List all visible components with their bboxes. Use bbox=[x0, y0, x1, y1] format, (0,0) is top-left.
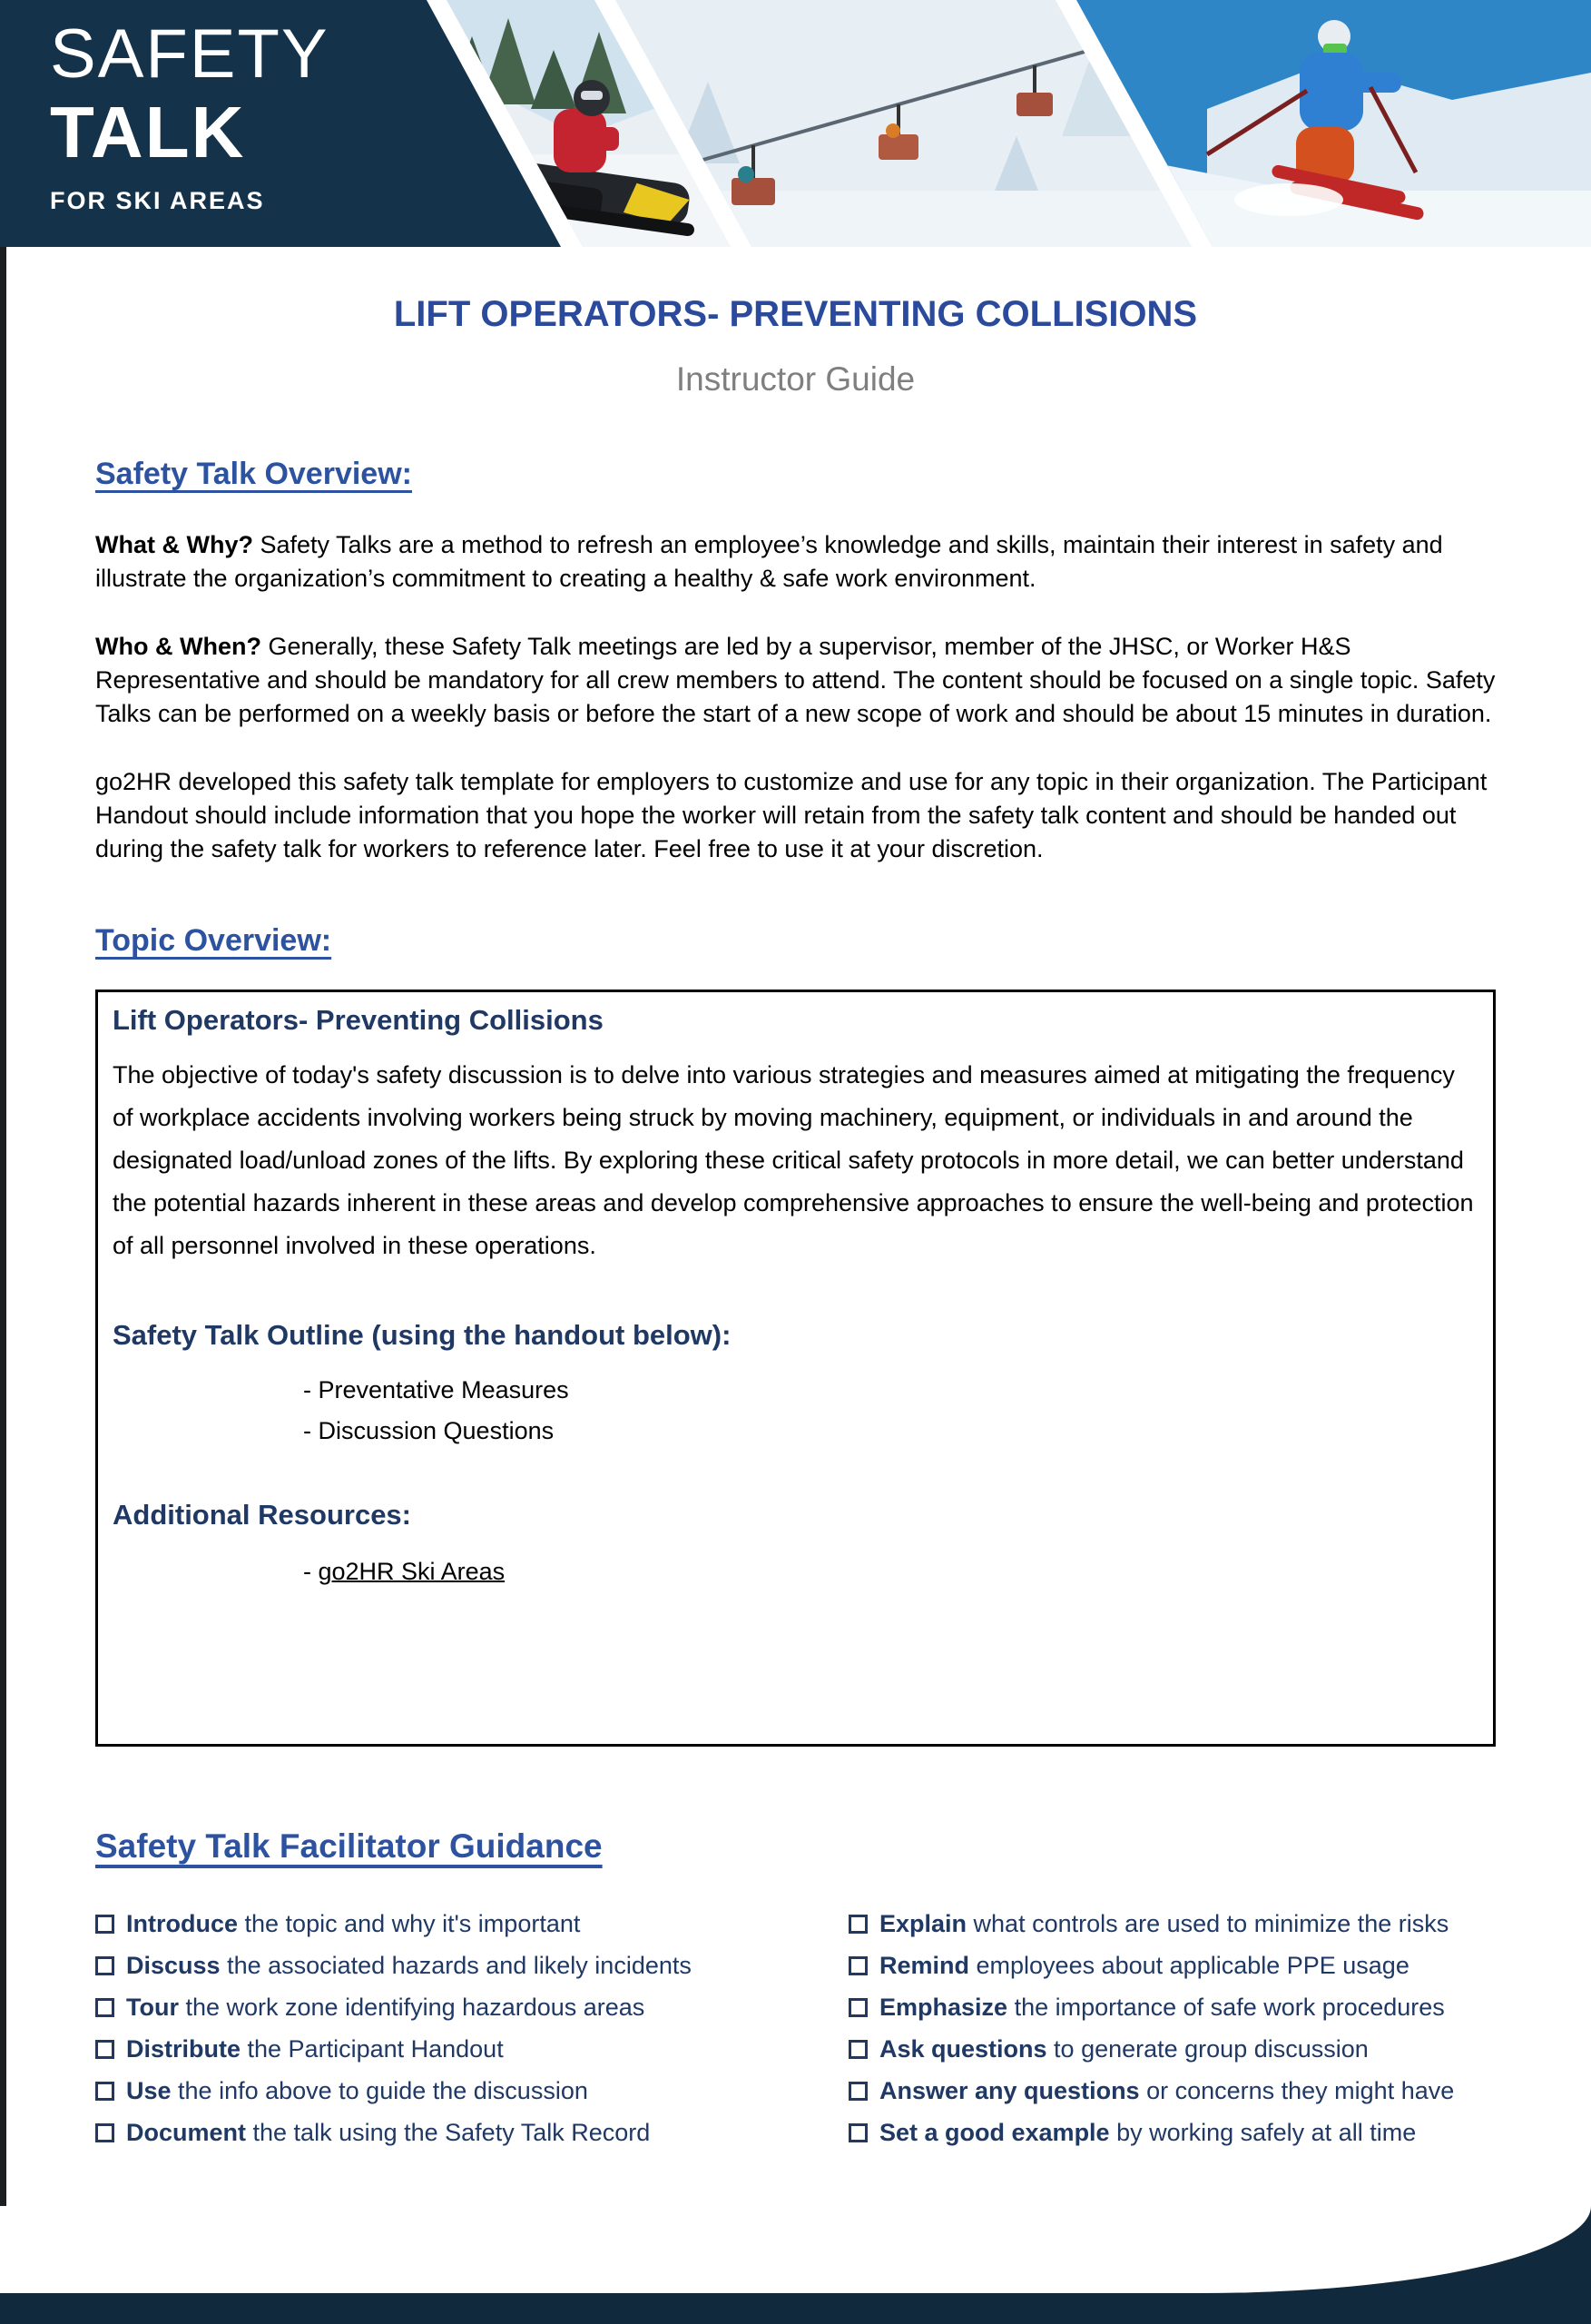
checkbox-icon[interactable] bbox=[849, 2082, 868, 2101]
paragraph-text: Generally, these Safety Talk meetings are led by a supervisor, member of the JHSC, or Worker H&S Representative and should be mandatory for all crew members to attend. The content should be focused on a single topic. Safety Talks can be performed on a weekly basis or before the start of a new scope of work and should be about 15 minutes in duration. bbox=[95, 633, 1496, 727]
checkbox-icon[interactable] bbox=[849, 2040, 868, 2059]
outline-item: - Discussion Questions bbox=[303, 1417, 555, 1444]
checklist-item bbox=[95, 1945, 849, 1986]
logo-word-talk: TALK bbox=[50, 92, 246, 172]
resources-heading: Additional Resources: bbox=[113, 1499, 411, 1531]
topic-overview-box bbox=[95, 990, 1496, 1747]
checklist-text: Answer any questions or concerns they might have bbox=[879, 2076, 1455, 2104]
paragraph-text: go2HR developed this safety talk template for employers to customize and use for any topic in their organization. The Participant Handout should include information that you hope the worker will retain from the safety talk content and should be handed out during the safety talk for workers to reference later. Feel free to use it at your discretion. bbox=[95, 768, 1488, 862]
checklist-text: Ask questions to generate group discussion bbox=[879, 2034, 1369, 2063]
checklist-text: Set a good example by working safely at all time bbox=[879, 2118, 1417, 2146]
checkbox-icon[interactable] bbox=[849, 1915, 868, 1934]
overview-paragraph-what-why bbox=[95, 528, 1496, 596]
checklist-item bbox=[95, 2028, 849, 2070]
checklist-item bbox=[95, 2112, 849, 2153]
checklist-item bbox=[849, 2028, 1402, 2070]
topic-box-body: The objective of today's safety discussion is to delve into various strategies and measures aimed at mitigating the frequency of workplace accidents involving workers being struck by moving machinery, equipment, or individuals in and around the designated load/unload zones of the lifts. By exploring these critical safety protocols in more detail, we can better understand the potential hazards inherent in these areas and develop comprehensive approaches to ensure the well-being and protection of all personnel involved in these operations. bbox=[113, 1061, 1474, 1259]
outline-list bbox=[113, 1370, 1478, 1452]
header-banner bbox=[0, 0, 1591, 247]
checklist-text: Explain what controls are used to minimize the risks bbox=[879, 1909, 1449, 1937]
checklist-item bbox=[849, 1903, 1449, 1945]
footer-curve bbox=[0, 2206, 1591, 2293]
topic-heading: Topic Overview: bbox=[95, 923, 332, 958]
logo-word-safety: SAFETY bbox=[50, 15, 329, 93]
checklist-left-column bbox=[95, 1903, 849, 2153]
overview-paragraph-go2hr bbox=[95, 765, 1496, 866]
checklist-text: Introduce the topic and why it's important bbox=[126, 1909, 581, 1937]
paragraph-lead: What & Why? bbox=[95, 531, 253, 558]
checklist-right-column bbox=[849, 1903, 1455, 2153]
checklist-text: Remind employees about applicable PPE usage bbox=[879, 1951, 1409, 1979]
checklist-text: Tour the work zone identifying hazardous areas bbox=[126, 1993, 645, 2021]
checklist-item bbox=[95, 1903, 849, 1945]
checkbox-icon[interactable] bbox=[95, 1956, 114, 1975]
checklist-text: Distribute the Participant Handout bbox=[126, 2034, 504, 2063]
page-subtitle: Instructor Guide bbox=[675, 360, 916, 398]
scan-edge-artifact bbox=[0, 247, 6, 2290]
outline-heading: Safety Talk Outline (using the handout below): bbox=[113, 1319, 732, 1351]
overview-heading: Safety Talk Overview: bbox=[95, 457, 412, 491]
footer-banner bbox=[0, 2206, 1591, 2324]
checklist-item bbox=[95, 2070, 849, 2112]
checkbox-icon[interactable] bbox=[95, 2123, 114, 2142]
resource-dash: - bbox=[303, 1558, 319, 1585]
checkbox-icon[interactable] bbox=[95, 2082, 114, 2101]
document-body bbox=[0, 399, 1591, 2153]
logo-tagline: FOR SKI AREAS bbox=[50, 187, 265, 214]
checklist-item bbox=[95, 1986, 849, 2028]
checklist-text: Use the info above to guide the discussion bbox=[126, 2076, 588, 2104]
checkbox-icon[interactable] bbox=[95, 1998, 114, 2017]
checkbox-icon[interactable] bbox=[95, 2040, 114, 2059]
paragraph-text: Safety Talks are a method to refresh an employee’s knowledge and skills, maintain their interest in safety and illustrate the organization’s commitment to creating a healthy & safe work environment. bbox=[95, 531, 1443, 592]
checklist-text: Discuss the associated hazards and likely incidents bbox=[126, 1951, 692, 1979]
paragraph-lead: Who & When? bbox=[95, 633, 261, 660]
checklist-item bbox=[849, 1986, 1445, 2028]
topic-box-title: Lift Operators- Preventing Collisions bbox=[113, 1004, 604, 1036]
checkbox-icon[interactable] bbox=[849, 1998, 868, 2017]
checklist-item bbox=[849, 1945, 1409, 1986]
checklist-item bbox=[849, 2070, 1455, 2112]
page-title: LIFT OPERATORS- PREVENTING COLLISIONS bbox=[393, 294, 1198, 334]
checkbox-icon[interactable] bbox=[849, 1956, 868, 1975]
guidance-heading: Safety Talk Facilitator Guidance bbox=[95, 1827, 603, 1865]
checklist-text: Document the talk using the Safety Talk Record bbox=[126, 2118, 651, 2146]
checkbox-icon[interactable] bbox=[849, 2123, 868, 2142]
overview-paragraph-who-when bbox=[95, 630, 1496, 731]
checklist-item bbox=[849, 2112, 1417, 2153]
outline-item: - Preventative Measures bbox=[303, 1376, 569, 1403]
resource-item bbox=[113, 1551, 1478, 1592]
checkbox-icon[interactable] bbox=[95, 1915, 114, 1934]
checklist-text: Emphasize the importance of safe work procedures bbox=[879, 1993, 1445, 2021]
go2hr-ski-areas-link[interactable]: go2HR Ski Areas bbox=[318, 1558, 506, 1585]
facilitator-checklist bbox=[95, 1903, 1496, 2153]
safety-talk-logo bbox=[50, 15, 329, 214]
